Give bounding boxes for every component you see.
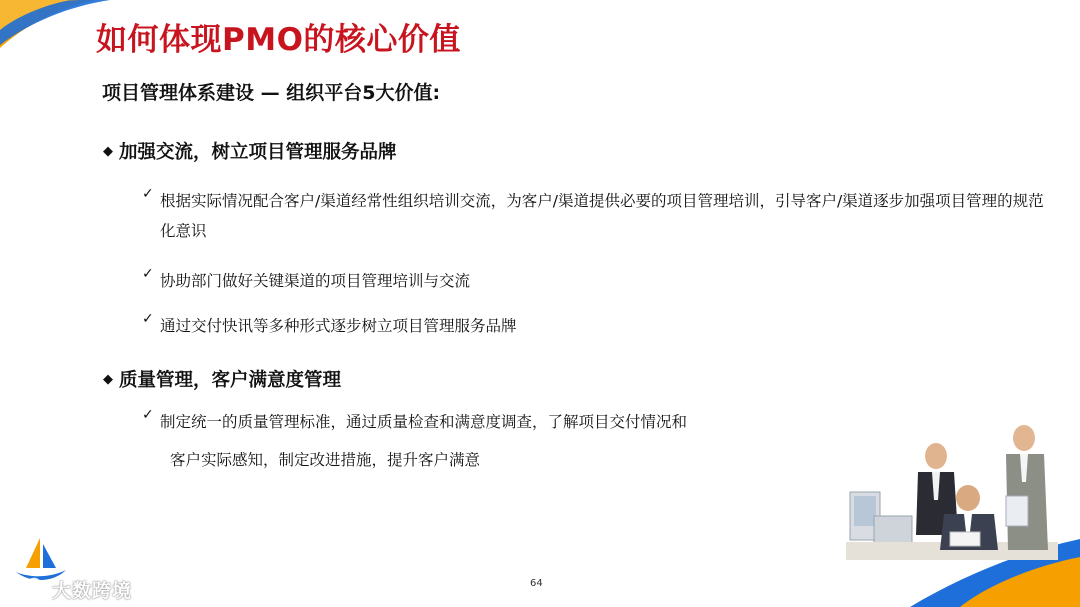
slide-title: 如何体现PMO的核心价值 [96, 22, 461, 58]
section-heading-text: 加强交流，树立项目管理服务品牌 [119, 142, 397, 163]
list-item-text: 协助部门做好关键渠道的项目管理培训与交流 [160, 272, 471, 290]
checkmark-icon: ✓ [142, 311, 154, 327]
watermark-text: 大数跨境 [52, 580, 133, 602]
list-item-text: 根据实际情况配合客户/渠道经常性组织培训交流，为客户/渠道提供必要的项目管理培训，引导客户/渠道逐步加强项目管理的规范化意识 [160, 192, 1044, 240]
section-heading-text: 质量管理，客户满意度管理 [119, 370, 342, 391]
list-item-text: 客户实际感知，制定改进措施，提升客户满意 [170, 451, 481, 469]
checkmark-icon: ✓ [142, 407, 154, 423]
list-item-continuation [170, 445, 480, 475]
diamond-bullet-icon: ◆ [103, 143, 113, 159]
list-item-text: 通过交付快讯等多种形式逐步树立项目管理服务品牌 [160, 317, 517, 335]
list-item [142, 311, 517, 341]
list-item [142, 266, 471, 296]
checkmark-icon: ✓ [142, 186, 154, 202]
section-heading [103, 138, 397, 164]
slide-subtitle: 项目管理体系建设 — 组织平台5大价值: [102, 82, 441, 104]
list-item-text: 制定统一的质量管理标准，通过质量检查和满意度调查，了解项目交付情况和 [160, 413, 688, 431]
corner-decoration-top-left [0, 0, 110, 60]
page-number: 64 [530, 578, 543, 589]
business-team-photo [846, 420, 1058, 560]
section-heading [103, 366, 341, 392]
diamond-bullet-icon: ◆ [103, 371, 113, 387]
list-item [142, 407, 688, 437]
checkmark-icon: ✓ [142, 266, 154, 282]
list-item [142, 186, 1050, 246]
